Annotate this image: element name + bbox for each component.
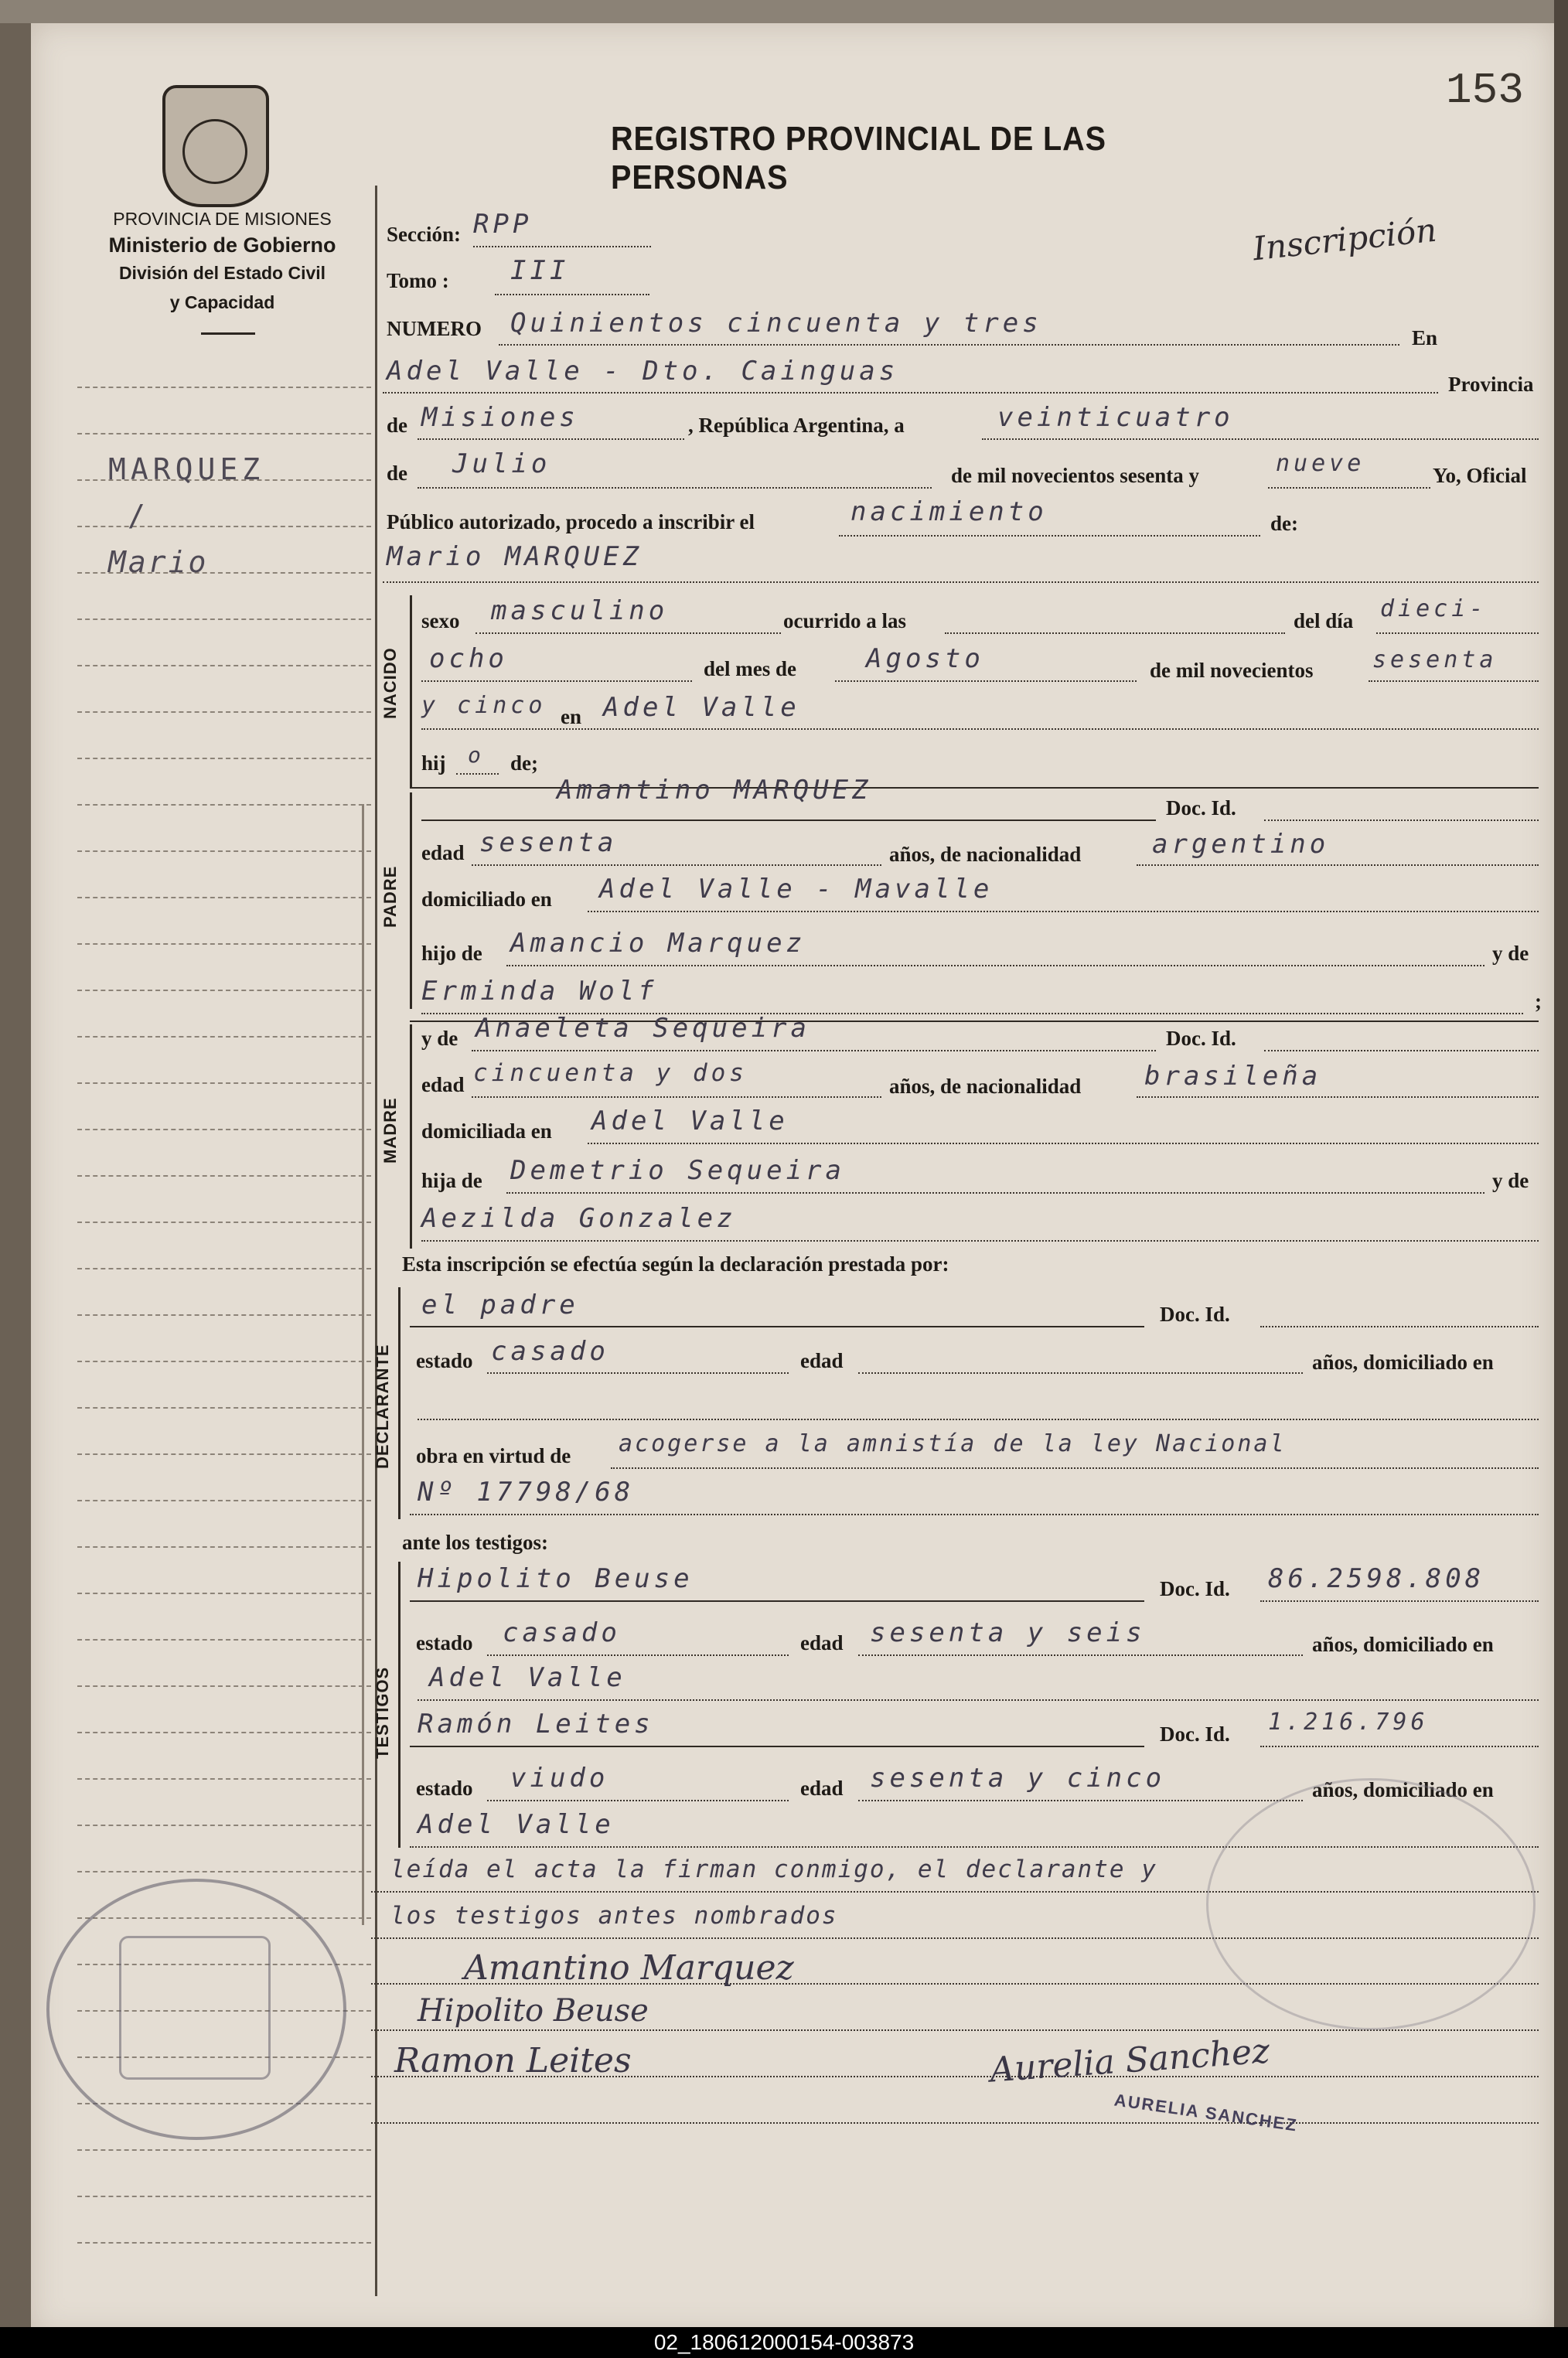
hijo-line: [456, 773, 499, 775]
margin-given-name: Mario: [108, 545, 209, 579]
declarante-dom-line: [418, 1419, 1539, 1420]
nombre-inscripto: Mario MARQUEZ: [387, 541, 643, 572]
testigos-intro: ante los testigos:: [402, 1531, 548, 1554]
org-line-3: División del Estado Civil: [118, 263, 326, 283]
madre-doc-line: [1264, 1050, 1539, 1051]
testigo2-estado-value: viudo: [510, 1763, 609, 1794]
testigo1-edad-line: [858, 1654, 1303, 1656]
madre-nombre-value: Anaeleta Sequeira: [476, 1013, 810, 1044]
provincia-label: Provincia: [1448, 373, 1534, 396]
margin-ledger-line: [77, 1546, 371, 1548]
margin-ledger-line: [77, 1361, 371, 1362]
testigo2-estado-label: estado: [416, 1777, 473, 1800]
madre-dom-value: Adel Valle: [591, 1106, 789, 1136]
sexo-line: [476, 632, 781, 634]
margin-ledger-line: [77, 665, 371, 666]
declarante-edad-line: [858, 1372, 1303, 1374]
madre-section-label: MADRE: [380, 1097, 400, 1164]
abuelo-paterno-line: [506, 965, 1484, 966]
dia-nacimiento-line: [1376, 632, 1539, 634]
padre-edad-value: sesenta: [479, 827, 618, 858]
republica-label: , República Argentina, a: [688, 414, 905, 437]
obra-label: obra en virtud de: [416, 1444, 571, 1467]
margin-ledger-line: [77, 1036, 371, 1038]
page-number: 153: [1446, 66, 1524, 115]
testigo2-doc-label: Doc. Id.: [1160, 1722, 1230, 1746]
testigo2-dom-value: Adel Valle: [418, 1809, 615, 1840]
margin-ledger-line: [77, 1268, 371, 1269]
testigo2-edad-value: sesenta y cinco: [870, 1763, 1166, 1794]
madre-nombre-line: [472, 1050, 1156, 1051]
madre-nac-value: brasileña: [1144, 1061, 1322, 1092]
margin-ledger-line: [77, 433, 371, 434]
margin-ledger-line: [77, 1825, 371, 1826]
coat-of-arms-seal: [162, 85, 269, 207]
margin-ledger-line: [77, 526, 371, 527]
org-line-4: y Capacidad: [169, 292, 275, 312]
margin-ledger-line: [77, 2196, 371, 2197]
seccion-value: RPP: [473, 209, 533, 240]
testigo1-anios-label: años, domiciliado en: [1312, 1633, 1494, 1656]
del-dia-label: del día: [1294, 609, 1354, 632]
anio-label: de mil novecientos sesenta y: [951, 464, 1199, 487]
padre-nac-label: años, de nacionalidad: [889, 843, 1082, 866]
padre-nac-value: argentino: [1152, 829, 1330, 860]
margin-ledger-line: [77, 1871, 371, 1872]
testigo2-edad-label: edad: [800, 1777, 844, 1800]
declarante-edad-label: edad: [800, 1349, 844, 1372]
madre-bracket: [410, 1024, 412, 1249]
margin-ledger-line: [77, 804, 371, 806]
nombre-line: [383, 581, 1539, 583]
signature-testigo-2: Ramon Leites: [394, 2041, 632, 2080]
mes-registro-value: Julio: [452, 448, 551, 479]
margin-surname: MARQUEZ: [108, 452, 265, 486]
padre-edad-label: edad: [421, 841, 465, 864]
declarante-anios-label: años, domiciliado en: [1312, 1351, 1494, 1374]
acto-line: [839, 535, 1260, 537]
declaracion-intro: Esta inscripción se efectúa según la declaración prestada por:: [402, 1252, 949, 1276]
declarante-estado-label: estado: [416, 1349, 473, 1372]
tomo-label: Tomo :: [387, 269, 449, 292]
official-name-stamp: AURELIA SANCHEZ: [1113, 2090, 1300, 2135]
provincia-line: [418, 438, 684, 440]
abuela-materna-line: [421, 1240, 1539, 1242]
margin-ledger-line: [77, 1129, 371, 1130]
margin-ledger-line: [77, 1082, 371, 1084]
declarante-estado-value: casado: [491, 1336, 609, 1367]
scan-top-edge: [0, 0, 1568, 23]
padre-nac-line: [1137, 864, 1539, 866]
margin-ledger-line: [77, 1685, 371, 1687]
acto-value: nacimiento: [850, 496, 1048, 527]
declarante-doc-label: Doc. Id.: [1160, 1303, 1230, 1326]
abuela-materna-value: Aezilda Gonzalez: [421, 1203, 737, 1234]
padre-hijo-label: hijo de: [421, 942, 482, 965]
margin-ledger-line: [77, 1407, 371, 1409]
testigo1-doc-value: 86.2598.808: [1268, 1563, 1485, 1594]
sexo-value: masculino: [491, 595, 669, 626]
madre-yde2-label: y de: [1492, 1169, 1529, 1192]
stamp-emblem: [119, 1936, 271, 2080]
nacido-bracket: [410, 595, 412, 789]
signature-oficial: Aurelia Sanchez: [988, 2031, 1271, 2091]
padre-dom-label: domiciliado en: [421, 888, 552, 911]
testigo1-nombre: Hipolito Beuse: [418, 1563, 694, 1594]
madre-dom-line: [588, 1143, 1539, 1144]
padre-doc-line: [1264, 820, 1539, 821]
margin-ledger-line: [77, 1453, 371, 1455]
anio-nacimiento-line: [1369, 680, 1539, 682]
padre-semicolon: ;: [1535, 990, 1542, 1013]
testigo1-estado-label: estado: [416, 1631, 473, 1654]
padre-dom-line: [588, 911, 1539, 912]
hijo-suffix: o: [468, 742, 485, 768]
lugar-nacimiento-value: Adel Valle: [603, 692, 800, 723]
padre-edad-line: [472, 864, 881, 866]
testigos-section-label: TESTIGOS: [373, 1666, 392, 1759]
en-label: En: [1412, 326, 1438, 349]
padre-nombre-value: Amantino MARQUEZ: [557, 775, 872, 806]
numero-line: [499, 344, 1399, 346]
provincia-value: Misiones: [421, 402, 579, 433]
hijo-de-label: de;: [510, 751, 538, 775]
lugar-value: Adel Valle - Dto. Cainguas: [387, 356, 899, 387]
anio-nacimiento-value: sesenta: [1372, 646, 1498, 673]
lugar-nacimiento-line: [421, 728, 1539, 730]
madre-edad-value: cincuenta y dos: [473, 1059, 748, 1087]
padre-doc-label: Doc. Id.: [1166, 796, 1236, 820]
tomo-line: [495, 294, 649, 295]
hora-line: [945, 632, 1285, 634]
dia-nacimiento-line-2: [421, 680, 692, 682]
org-divider: [201, 332, 255, 335]
testigo1-nombre-line: [410, 1600, 1144, 1602]
margin-ledger-line: [77, 758, 371, 759]
margin-ledger-line: [77, 850, 371, 852]
padre-dom-value: Adel Valle - Mavalle: [599, 874, 994, 905]
madre-nac-label: años, de nacionalidad: [889, 1075, 1082, 1098]
margin-mark: /: [128, 499, 150, 533]
seal-emblem: [182, 119, 247, 184]
testigo2-nombre-line: [410, 1746, 1144, 1747]
ley-value: Nº 17798/68: [418, 1477, 635, 1508]
signature-rule-4: [371, 2122, 1539, 2124]
madre-nac-line: [1137, 1096, 1539, 1098]
testigo1-estado-line: [487, 1654, 789, 1656]
padre-section-label: PADRE: [380, 865, 400, 928]
margin-ledger-line: [77, 897, 371, 898]
mes-nacimiento-label: del mes de: [704, 657, 796, 680]
tomo-value: III: [510, 255, 570, 286]
declarante-estado-line: [487, 1372, 789, 1374]
anio-registro-line: [1268, 487, 1430, 489]
margin-ledger-line: [77, 1593, 371, 1594]
mes-de-label: de: [387, 462, 407, 485]
numero-label: NUMERO: [387, 317, 482, 340]
testigo1-dom-line: [418, 1699, 1539, 1701]
closing-line-2: los testigos antes nombrados: [390, 1902, 838, 1930]
mes-registro-line: [418, 487, 932, 489]
margin-ledger-line: [77, 1732, 371, 1733]
margin-ledger-line: [77, 2242, 371, 2244]
signature-testigo-1: Hipolito Beuse: [418, 1993, 649, 2029]
padre-nombre-line: [421, 820, 1156, 821]
anio-registro-value: nueve: [1276, 450, 1365, 477]
declarante-doc-line: [1260, 1326, 1539, 1327]
org-line-1: PROVINCIA DE MISIONES: [113, 209, 332, 229]
dia-nacimiento-value-2: ocho: [429, 643, 508, 674]
testigo2-nombre: Ramón Leites: [418, 1709, 654, 1740]
hijo-label: hij: [421, 751, 446, 775]
de-label: de: [387, 414, 407, 437]
closing-line-1: leída el acta la firman conmigo, el declarante y: [390, 1855, 1157, 1883]
page-title: REGISTRO PROVINCIAL DE LAS PERSONAS: [611, 120, 1106, 196]
mil-label: de mil novecientos: [1150, 659, 1314, 682]
margin-ledger-line: [77, 1639, 371, 1641]
numero-value: Quinientos cincuenta y tres: [510, 308, 1042, 339]
testigo2-anios-label: años, domiciliado en: [1312, 1778, 1494, 1801]
testigo2-estado-line: [487, 1800, 789, 1801]
testigos-bracket: [398, 1562, 401, 1848]
seccion-label: Sección:: [387, 223, 461, 246]
abuelo-materno-value: Demetrio Sequeira: [510, 1155, 845, 1186]
padre-bracket: [410, 792, 412, 1009]
abuelo-materno-line: [506, 1192, 1484, 1194]
oficial-label: Yo, Oficial: [1433, 464, 1527, 487]
margin-ledger-line: [77, 618, 371, 620]
mes-nacimiento-value: Agosto: [866, 643, 984, 674]
de-colon-label: de:: [1270, 512, 1298, 535]
madre-yde-label: y de: [421, 1027, 458, 1050]
obra-value: acogerse a la amnistía de la ley Nacional: [619, 1430, 1287, 1457]
margin-ledger-line: [77, 387, 371, 388]
declarante-section-label: DECLARANTE: [373, 1344, 392, 1469]
madre-doc-label: Doc. Id.: [1166, 1027, 1236, 1050]
mes-nacimiento-line: [835, 680, 1137, 682]
testigo2-doc-value: 1.216.796: [1268, 1709, 1429, 1736]
margin-ledger-line: [77, 990, 371, 991]
abuela-paterna-value: Erminda Wolf: [421, 976, 658, 1007]
madre-hija-label: hija de: [421, 1169, 482, 1192]
madre-edad-line: [472, 1096, 881, 1098]
ley-line: [410, 1514, 1539, 1515]
madre-dom-label: domiciliada en: [421, 1119, 552, 1143]
testigo1-edad-value: sesenta y seis: [870, 1617, 1146, 1648]
testigo2-edad-line: [858, 1800, 1303, 1801]
registry-seal-stamp: [46, 1879, 346, 2140]
dia-nacimiento-value: dieci-: [1380, 595, 1488, 622]
testigo1-doc-line: [1260, 1600, 1539, 1602]
testigo1-doc-label: Doc. Id.: [1160, 1577, 1230, 1600]
faded-stamp: [1206, 1778, 1536, 2030]
margin-ledger-line: [77, 1314, 371, 1316]
declarante-nombre-value: el padre: [421, 1290, 579, 1320]
margin-ledger-line: [77, 1175, 371, 1177]
nacido-section-label: NACIDO: [380, 647, 400, 719]
seccion-line: [473, 246, 651, 247]
signature-padre: Amantino Marquez: [464, 1948, 794, 1988]
sexo-label: sexo: [421, 609, 460, 632]
margin-ledger-line: [77, 2149, 371, 2151]
declarante-nombre-line: [410, 1326, 1144, 1327]
org-line-2: Ministerio de Gobierno: [108, 233, 336, 257]
scan-right-edge: [1554, 0, 1568, 2358]
padre-yde-label: y de: [1492, 942, 1529, 965]
margin-ledger-line: [77, 943, 371, 945]
dia-registro-value: veinticuatro: [997, 402, 1234, 433]
obra-line: [611, 1467, 1539, 1469]
ocurrido-label: ocurrido a las: [783, 609, 906, 632]
margin-divider-2: [362, 804, 364, 1925]
lugar-line: [383, 392, 1438, 394]
declarante-bracket: [398, 1287, 401, 1519]
abuelo-paterno-value: Amancio Marquez: [510, 928, 806, 959]
en-nacimiento-label: en: [561, 705, 581, 728]
margin-ledger-line: [77, 1222, 371, 1223]
margin-ledger-line: [77, 711, 371, 713]
testigo2-doc-line: [1260, 1746, 1539, 1747]
scan-footer-id: 02_180612000154-003873: [0, 2327, 1568, 2358]
publico-label: Público autorizado, procedo a inscribir el: [387, 510, 755, 533]
anio-nacimiento-value-2: y cinco: [421, 692, 547, 719]
madre-edad-label: edad: [421, 1073, 465, 1096]
margin-ledger-line: [77, 1778, 371, 1780]
margin-divider: [375, 186, 377, 2296]
dia-registro-line: [982, 438, 1539, 440]
testigo1-edad-label: edad: [800, 1631, 844, 1654]
testigo1-estado-value: casado: [503, 1617, 621, 1648]
top-signature: Inscripción: [1251, 210, 1439, 268]
margin-ledger-line: [77, 1500, 371, 1501]
testigo1-dom-value: Adel Valle: [429, 1662, 626, 1693]
